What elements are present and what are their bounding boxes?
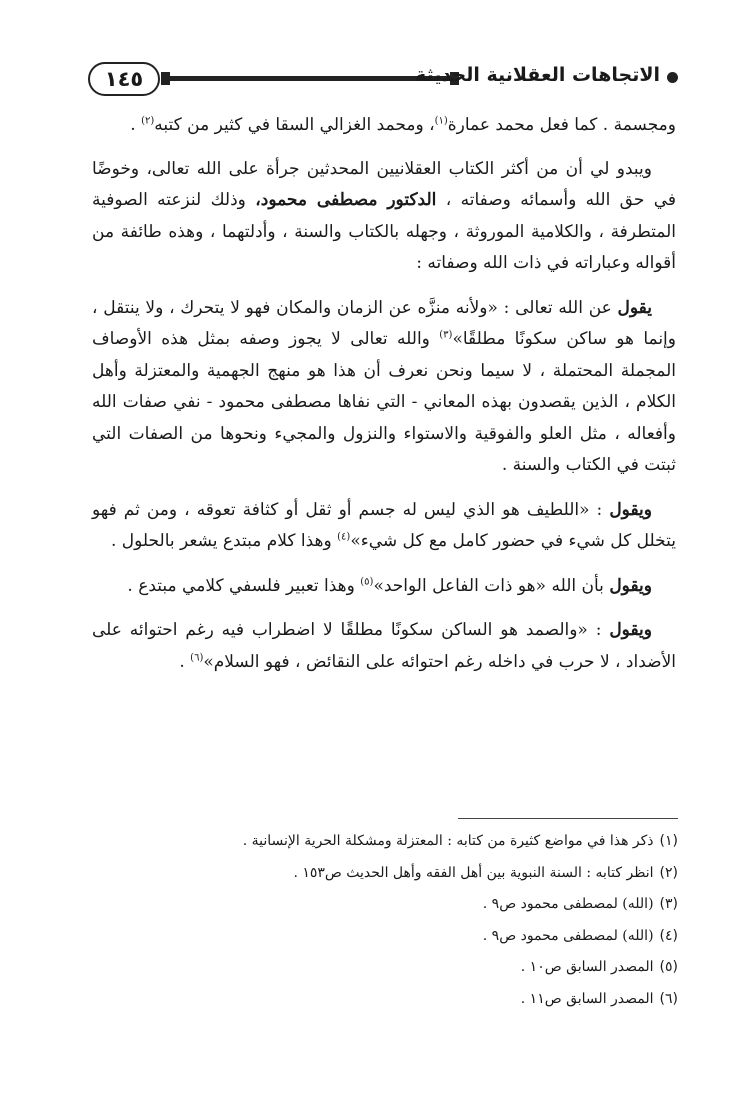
- footnote-text: انظر كتابه : السنة النبوية بين أهل الفقه وأهل الحديث ص١٥٣ .: [293, 864, 654, 881]
- p4-text-2: وهذا كلام مبتدع يشعر بالحلول .: [110, 531, 338, 551]
- footnote-ref-4: (٤): [337, 531, 351, 543]
- footnote-2: [78, 858, 678, 890]
- p3-text-2: والله تعالى لا يجوز وصفه بمثل هذه الأوصاف المجملة المحتملة ، لا سيما ونحن نعرف أن هذا هو منهج الجهمية والمعتزلة وأهل الكلام ، الذين يقصدون بهذه المعاني - التي نفاها مصطفى محمود - نفي صفات الله وأفعاله ، مثل العلو والفوقية والاستواء والنزول والمجيء ونحوها من الصفات التي ثبتت في الكتاب والسنة .: [92, 329, 676, 475]
- p2-bold-name: الدكتور مصطفى محمود،: [255, 190, 437, 210]
- p3-text: عن الله تعالى : «ولأنه منزَّه عن الزمان والمكان فهو لا يتحرك ، ولا ينتقل ، وإنما هو ساكن سكونًا مطلقًا»: [92, 297, 676, 349]
- p1-text-2: ، ومحمد الغزالي السقا في كثير من كتبه: [154, 115, 435, 135]
- header-rule-cap-left: [161, 72, 170, 85]
- body-text: [92, 110, 676, 688]
- page-number: ١٤٥: [88, 62, 160, 96]
- footnote-ref-5: (٥): [360, 575, 374, 587]
- p5-text-2: وهذا تعبير فلسفي كلامي مبتدع .: [127, 575, 361, 596]
- p1-text: ومجسمة . كما فعل محمد عمارة: [447, 115, 676, 135]
- paragraph-1: [92, 110, 676, 142]
- footnote-mark: (٥): [659, 959, 678, 975]
- p5-text: بأن الله «هو ذات الفاعل الواحد»: [373, 575, 610, 596]
- bullet-icon: [667, 72, 678, 83]
- footnote-1: [78, 826, 678, 858]
- footnote-mark: (٢): [659, 864, 678, 881]
- footnote-mark: (٣): [659, 896, 678, 912]
- footnote-text: المصدر السابق ص١٠ .: [520, 959, 654, 975]
- page-header: [88, 62, 678, 102]
- footnote-separator: [458, 818, 678, 819]
- footnote-mark: (١): [659, 833, 678, 849]
- p1-end: .: [130, 115, 142, 135]
- footnote-mark: (٦): [659, 990, 678, 1007]
- p4-text: : «اللطيف هو الذي ليس له جسم أو ثقل أو كثافة تعوقه ، ومن ثم فهو يتخلل كل شيء في حضور كامل مع كل شيء»: [92, 499, 676, 551]
- footnote-ref-1: (١): [434, 115, 448, 127]
- paragraph-6: [92, 615, 676, 678]
- p6-text: : «والصمد هو الساكن سكونًا مطلقًا لا اضطراب فيه رغم احتوائه على الأضداد ، لا حرب في داخله رغم احتوائه على النقائض ، فهو السلام»: [92, 620, 676, 672]
- footnote-3: [78, 889, 678, 921]
- p3-bold: يقول: [617, 297, 652, 318]
- header-rule: [170, 76, 450, 81]
- footnote-mark: (٤): [659, 927, 678, 944]
- footnote-text: ذكر هذا في مواضع كثيرة من كتابه : المعتزلة ومشكلة الحرية الإنسانية .: [242, 833, 654, 849]
- footnote-ref-2: (٢): [141, 115, 155, 127]
- footnote-5: [78, 952, 678, 984]
- p5-bold: ويقول: [609, 575, 652, 596]
- footnote-ref-3: (٣): [439, 329, 453, 341]
- footnotes: [78, 826, 678, 1015]
- footnote-text: (الله) لمصطفى محمود ص٩ .: [482, 927, 654, 944]
- p4-bold: ويقول: [609, 499, 652, 520]
- footnote-text: المصدر السابق ص١١ .: [520, 990, 654, 1007]
- p2-text: ويبدو لي أن من أكثر الكتاب العقلانيين المحدثين جرأة على الله تعالى، وخوضًا في حق الله وأسمائه وصفاته ،: [92, 158, 677, 210]
- p6-end: .: [179, 651, 191, 672]
- paragraph-4: [92, 495, 676, 558]
- paragraph-5: [92, 571, 676, 603]
- paragraph-3: [92, 293, 676, 482]
- footnote-4: [78, 921, 678, 953]
- paragraph-2: [92, 154, 676, 280]
- footnote-6: [78, 984, 678, 1016]
- p6-bold: ويقول: [609, 620, 652, 640]
- footnote-ref-6: (٦): [190, 651, 204, 663]
- p2-text-2: وذلك لنزعته الصوفية المتطرفة ، والكلامية الموروثة ، وجهله بالكتاب والسنة ، وأدلتهما ، وهذه طائفة من أقواله وعباراته في ذات الله وصفاته :: [92, 190, 676, 273]
- footnote-text: (الله) لمصطفى محمود ص٩ .: [482, 896, 654, 912]
- running-title: الاتجاهات العقلانية الحديثة: [415, 64, 660, 86]
